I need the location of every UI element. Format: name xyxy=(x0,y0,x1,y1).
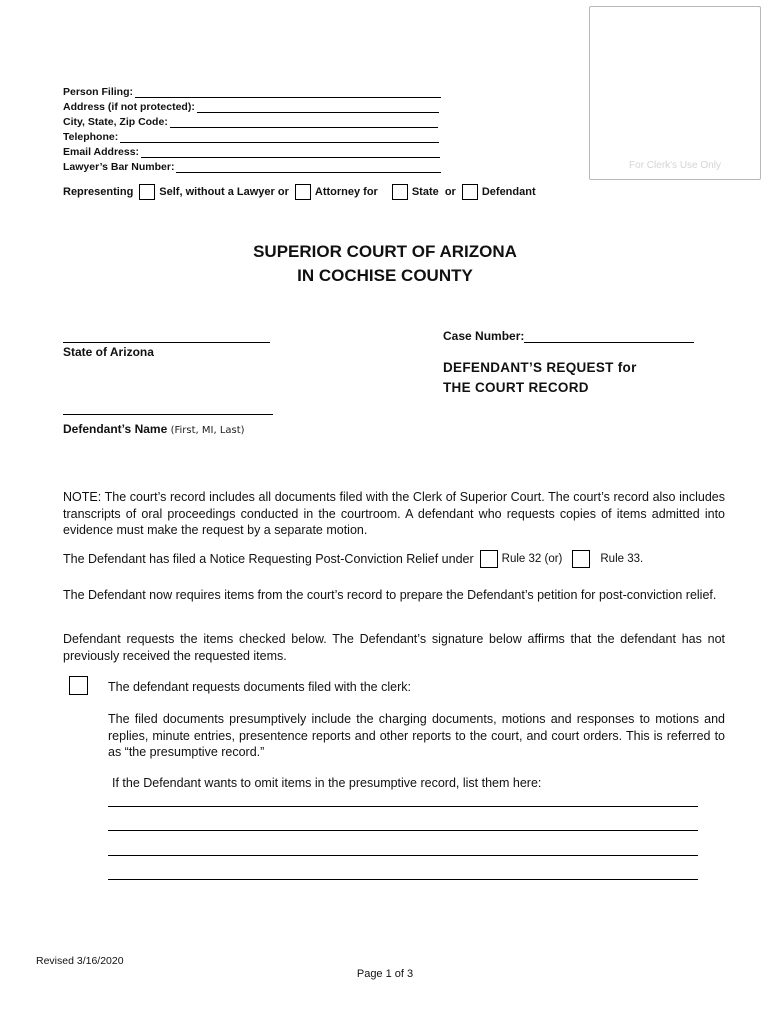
defendant-name-line[interactable] xyxy=(63,414,273,415)
documents-option-label: The defendant requests documents filed with the clerk: xyxy=(108,680,411,694)
bar-number-field[interactable] xyxy=(176,161,441,173)
telephone-label: Telephone: xyxy=(63,131,119,143)
rule33-label: Rule 33. xyxy=(600,553,644,565)
revised-date: Revised 3/16/2020 xyxy=(36,955,124,967)
state-checkbox[interactable] xyxy=(392,184,408,200)
case-number-label: Case Number: xyxy=(443,329,525,343)
attorney-checkbox[interactable] xyxy=(295,184,311,200)
email-field[interactable] xyxy=(141,146,440,158)
city-row xyxy=(63,113,438,128)
rule32-label: Rule 32 (or) xyxy=(501,553,563,565)
attorney-option-label: Attorney for xyxy=(314,186,378,198)
case-number-field[interactable] xyxy=(524,330,694,343)
page-number: Page 1 of 3 xyxy=(356,968,414,980)
requests-paragraph: Defendant requests the items checked below. The Defendant’s signature below affirms that the defendant has not previously received the requested items. xyxy=(63,632,725,663)
documents-checkbox[interactable] xyxy=(69,676,88,695)
plaintiff-line[interactable] xyxy=(63,342,270,343)
court-name: SUPERIOR COURT OF ARIZONA xyxy=(253,242,517,261)
clerk-use-box xyxy=(589,6,761,180)
self-option-label: Self, without a Lawyer or xyxy=(159,186,289,198)
address-field[interactable] xyxy=(197,101,439,113)
city-field[interactable] xyxy=(170,116,438,128)
state-option-label: State or xyxy=(411,186,456,198)
city-label: City, State, Zip Code: xyxy=(63,116,168,128)
self-checkbox[interactable] xyxy=(139,184,155,200)
case-number-row xyxy=(443,329,694,343)
presumptive-paragraph: The filed documents presumptively include the charging documents, motions and responses to motions and replies, minute entries, presentence reports and other reports to the court, and court orders. This is referred to as “the presumptive record.” xyxy=(108,712,725,759)
person-filing-label: Person Filing: xyxy=(63,86,134,98)
person-filing-row xyxy=(63,83,441,98)
defendant-name-label: Defendant’s Name xyxy=(63,422,168,436)
omit-instruction: If the Defendant wants to omit items in the presumptive record, list them here: xyxy=(112,776,542,790)
notice-row xyxy=(63,550,643,568)
omit-line-1[interactable] xyxy=(108,806,698,807)
person-filing-field[interactable] xyxy=(135,86,441,98)
requires-paragraph: The Defendant now requires items from the court’s record to prepare the Defendant’s petition for post-conviction relief. xyxy=(63,588,717,602)
telephone-field[interactable] xyxy=(120,131,439,143)
defendant-option-label: Defendant xyxy=(481,186,536,198)
telephone-row xyxy=(63,128,439,143)
document-title-line2: THE COURT RECORD xyxy=(443,380,589,395)
court-county: IN COCHISE COUNTY xyxy=(297,266,473,285)
email-row xyxy=(63,143,440,158)
omit-line-4[interactable] xyxy=(108,879,698,880)
representing-row xyxy=(63,184,536,200)
defendant-checkbox[interactable] xyxy=(462,184,478,200)
bar-number-label: Lawyer’s Bar Number: xyxy=(63,161,175,173)
rule32-checkbox[interactable] xyxy=(480,550,498,568)
address-label: Address (if not protected): xyxy=(63,101,195,113)
omit-line-2[interactable] xyxy=(108,830,698,831)
address-row xyxy=(63,98,439,113)
plaintiff-name: State of Arizona xyxy=(63,345,154,359)
rule33-checkbox[interactable] xyxy=(572,550,590,568)
clerk-use-label: For Clerk's Use Only xyxy=(629,160,721,171)
notice-text: The Defendant has filed a Notice Requesting Post-Conviction Relief under xyxy=(63,552,474,566)
email-label: Email Address: xyxy=(63,146,140,158)
defendant-name-hint: (First, MI, Last) xyxy=(170,425,245,436)
bar-number-row xyxy=(63,158,441,173)
document-title-line1: DEFENDANT’S REQUEST for xyxy=(443,360,637,375)
defendant-name-caption xyxy=(63,422,245,436)
representing-label: Representing xyxy=(63,186,134,198)
omit-line-3[interactable] xyxy=(108,855,698,856)
note-paragraph: NOTE: The court’s record includes all documents filed with the Clerk of Superior Court. The court’s record also includes transcripts of oral proceedings conducted in the courtroom. A defendant who requests copies of items admitted into evidence must make the request by a separate motion. xyxy=(63,490,725,537)
